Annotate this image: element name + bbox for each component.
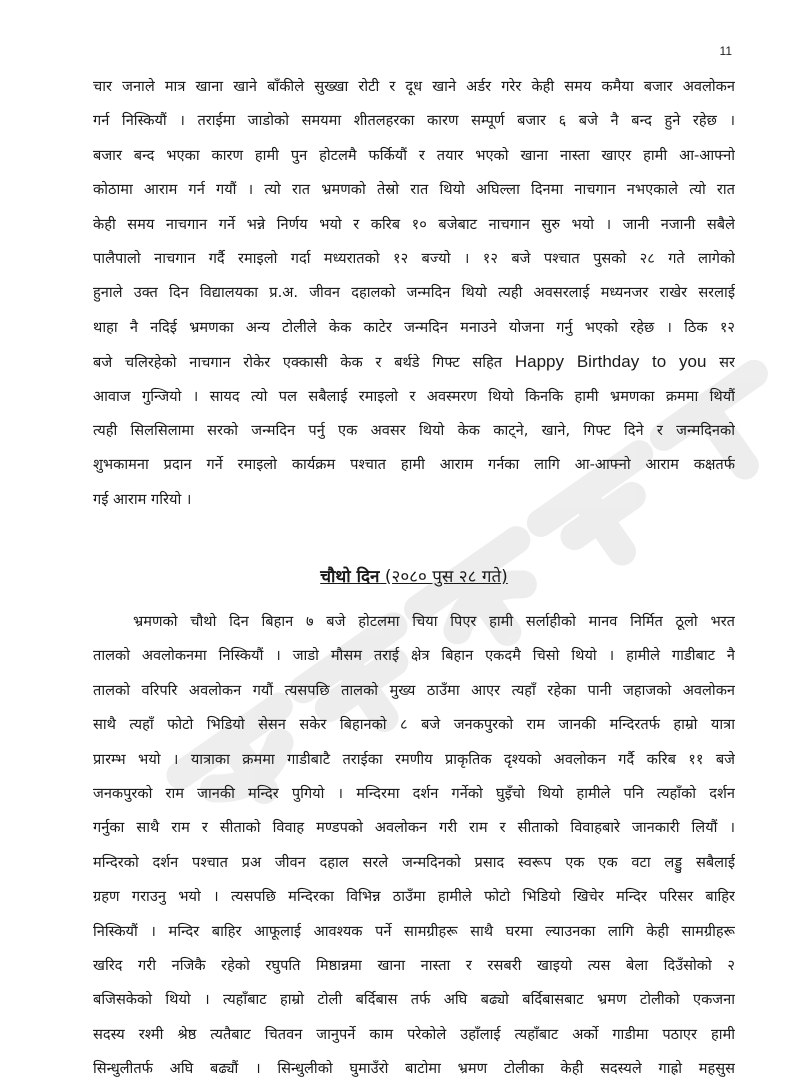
text-line: सिन्धुलीतर्फ अघि बढ्यौं । सिन्धुलीको घुमाउँरो बाटोमा भ्रमण टोलीका केही सदस्यले गाह्रो महसुस bbox=[93, 1060, 735, 1078]
text-line: मन्दिरको दर्शन पश्चात प्रअ जीवन दहाल सरले जन्मदिनको प्रसाद स्वरूप एक एक वटा लड्डु सबैलाई bbox=[93, 853, 735, 871]
text-line: ग्रहण गराउनु भयो । त्यसपछि मन्दिरका विभिन्न ठाउँमा हामीले फोटो भिडियो खिचेर मन्दिर परिसर बाहिर bbox=[93, 888, 735, 906]
text-line: गर्नुका साथै राम र सीताको विवाह मण्डपको अवलोकन गरी राम र सीताको विवाहबारे जानकारी लियौं । bbox=[93, 819, 735, 837]
text-line: साथै त्यहाँ फोटो भिडियो सेसन सकेर बिहानको ८ बजे जनकपुरको राम जानकी मन्दिरतर्फ हाम्रो यात्रा bbox=[93, 716, 735, 734]
document-body bbox=[93, 70, 735, 1087]
paragraph-evening bbox=[93, 70, 735, 517]
text-line: केही समय नाचगान गर्ने भन्ने निर्णय भयो र करिब १० बजेबाट नाचगान सुरु भयो । जानी नजानी सबैले bbox=[93, 215, 735, 233]
text-line: थाहा नै नदिई भ्रमणका अन्य टोलीले केक काटेर जन्मदिन मनाउने योजना गर्नु भएको रहेछ । ठिक १२ bbox=[93, 318, 735, 336]
text-line: आवाज गुन्जियो । सायद त्यो पल सबैलाई रमाइलो र अवस्मरण थियो किनकि हामी भ्रमणका क्रममा थियौं bbox=[93, 387, 735, 405]
page-number: 11 bbox=[719, 44, 732, 58]
text-line: चार जनाले मात्र खाना खाने बाँकीले सुख्खा रोटी र दूध खाने अर्डर गरेर केही समय कमैया बजार अवलोकन bbox=[93, 78, 735, 95]
text-line: तालको अवलोकनमा निस्कियौं । जाडो मौसम तराई क्षेत्र बिहान एकदमै चिसो थियो । हामीले गाडीबाट नै bbox=[93, 647, 735, 665]
section-heading-wrap bbox=[93, 517, 735, 605]
text-line-birthday bbox=[93, 345, 735, 379]
text-segment: सर bbox=[719, 354, 735, 372]
text-line: शुभकामना प्रदान गर्ने रमाइलो कार्यक्रम पश्चात हामी आराम गर्नका लागि आ-आफ्नो आराम कक्षतर्फ bbox=[93, 456, 735, 474]
text-line: तालको वरिपरि अवलोकन गयौं त्यसपछि तालको मुख्य ठाउँमा आएर त्यहाँ रहेका पानी जहाजको अवलोकन bbox=[93, 681, 735, 699]
text-line: हुनाले उक्त दिन विद्यालयका प्र.अ. जीवन दहालको जन्मदिन थियो त्यही अवसरलाई मध्यनजर राखेर सरलाई bbox=[93, 284, 735, 302]
text-line: गई आराम गरियो । bbox=[93, 490, 192, 508]
text-line: बजिसकेको थियो । त्यहाँबाट हाम्रो टोली बर्दिबास तर्फ अघि बढ्यो बर्दिबासबाट भ्रमण टोलीको एकजना bbox=[93, 991, 735, 1009]
paragraph-fourth-day bbox=[93, 605, 735, 1086]
text-segment: बजे चलिरहेको नाचगान रोकेर एक्कासी केक र बर्थडे गिफ्ट सहित bbox=[93, 354, 503, 372]
text-line: जनकपुरको राम जानकी मन्दिर पुगियो । मन्दिरमा दर्शन गर्नेको घुइँचो थियो हामीले पनि त्यहाँको दर्शन bbox=[93, 785, 735, 803]
text-line: कोठामा आराम गर्न गयौं । त्यो रात भ्रमणको तेस्रो रात थियो अघिल्ला दिनमा नाचगान नभएकाले त्यो रात bbox=[93, 181, 735, 199]
text-line: भ्रमणको चौथो दिन बिहान ७ बजे होटलमा चिया पिएर हामी सर्लाहीको मानव निर्मित ठूलो भरत bbox=[133, 613, 735, 631]
heading-day: चौथो दिन bbox=[320, 567, 380, 588]
text-line: गर्न निस्कियौं । तराईमा जाडोको समयमा शीतलहरका कारण सम्पूर्ण बजार ६ बजे नै बन्द हुने रहेछ । bbox=[93, 112, 735, 130]
text-line: त्यही सिलसिलामा सरको जन्मदिन पर्नु एक अवसर थियो केक काट्ने, खाने, गिफ्ट दिने र जन्मदिनको bbox=[93, 421, 735, 439]
heading-date: (२०८० पुस २८ गते) bbox=[379, 567, 508, 588]
english-phrase: Happy Birthday to you bbox=[514, 352, 707, 372]
text-line: प्रारम्भ भयो । यात्राका क्रममा गाडीबाटै तराईका रमणीय प्राकृतिक दृश्यको अवलोकन गर्दै करिब ११ बजे bbox=[93, 750, 735, 768]
text-line: निस्कियौं । मन्दिर बाहिर आफूलाई आवश्यक पर्ने सामग्रीहरू साथै घरमा ल्याउनका लागि केही सामग्रीहरू bbox=[93, 922, 735, 940]
text-line: सदस्य रश्मी श्रेष्ठ त्यतैबाट चितवन जानुपर्ने काम परेकोले उहाँलाई त्यहाँबाट अर्को गाडीमा पठाएर हामी bbox=[93, 1025, 735, 1043]
text-line: पालैपालो नाचगान गर्दै रमाइलो गर्दा मध्यरातको १२ बज्यो । १२ बजे पश्चात पुसको २८ गते लागेको bbox=[93, 249, 735, 267]
text-line: खरिद गरी नजिकै रहेको रघुपति मिष्ठान्नमा खाना नास्ता र रसबरी खाइयो त्यस बेला दिउँसोको २ bbox=[93, 956, 735, 974]
section-heading bbox=[93, 564, 735, 587]
text-line: बजार बन्द भएका कारण हामी पुन होटलमै फर्कियौं र तयार भएको खाना नास्ता खाएर हामी आ-आफ्नो bbox=[93, 146, 735, 164]
